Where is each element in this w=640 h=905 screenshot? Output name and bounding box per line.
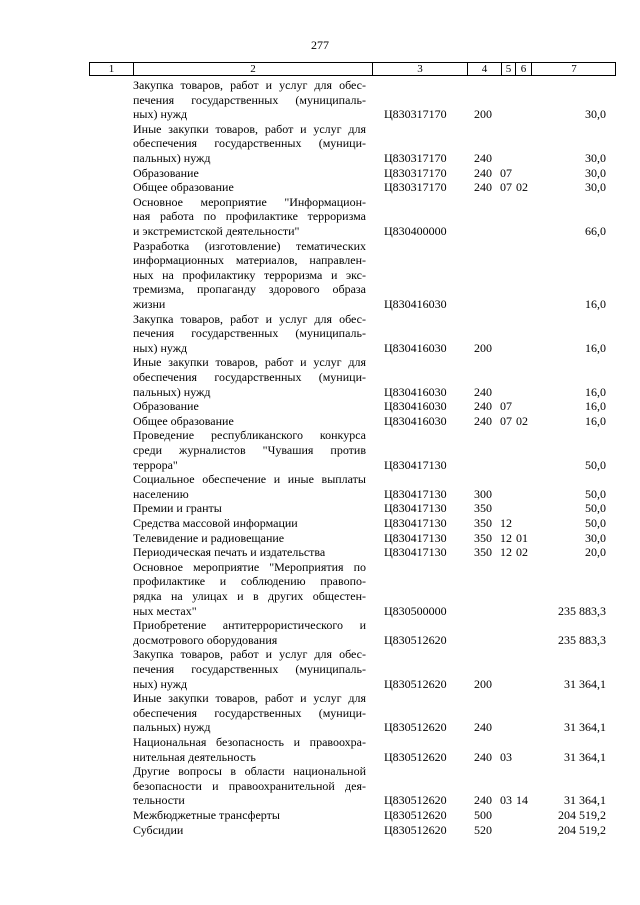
row-description xyxy=(133,399,366,414)
description-line: Разработка (изготовление) тематических xyxy=(133,238,366,253)
description-line: и экстремистской деятельности" xyxy=(133,223,300,238)
row-code: Ц830416030 xyxy=(384,384,447,399)
row-subsection: 14 xyxy=(516,793,528,808)
row-amount: 66,0 xyxy=(585,223,606,238)
row-description xyxy=(133,823,366,838)
description-line: рядка на улицах и в других общестен- xyxy=(133,588,366,603)
row-description xyxy=(133,618,366,647)
row-amount: 16,0 xyxy=(585,399,606,414)
row-amount: 31 364,1 xyxy=(564,793,606,808)
row-description xyxy=(133,647,366,691)
description-line: профилактике и соблюдению правопо- xyxy=(133,574,366,589)
description-line: Премии и гранты xyxy=(133,501,222,516)
row-description xyxy=(133,531,366,546)
row-amount: 31 364,1 xyxy=(564,676,606,691)
row-section: 07 xyxy=(500,165,512,180)
description-line: Межбюджетные трансферты xyxy=(133,808,280,822)
description-line: информационных материалов, направлен- xyxy=(133,253,366,268)
row-subsection: 02 xyxy=(516,545,528,560)
description-line: тельности xyxy=(133,793,185,808)
description-line: безопасности и правоохранительной дея- xyxy=(133,778,366,793)
row-expense-type: 350 xyxy=(474,530,492,545)
header-col-1: 1 xyxy=(108,63,115,75)
description-line: ных) нужд xyxy=(133,676,188,691)
row-code: Ц830512620 xyxy=(384,720,447,735)
row-description xyxy=(133,560,366,618)
row-section: 12 xyxy=(500,530,512,545)
row-amount: 31 364,1 xyxy=(564,720,606,735)
row-description xyxy=(133,472,366,501)
description-line: Другие вопросы в области национальной xyxy=(133,764,366,779)
row-expense-type: 240 xyxy=(474,384,492,399)
description-line: среди журналистов "Чувашия против xyxy=(133,442,366,457)
row-amount: 30,0 xyxy=(585,165,606,180)
row-code: Ц830317170 xyxy=(384,165,447,180)
row-expense-type: 300 xyxy=(474,486,492,501)
row-amount: 50,0 xyxy=(585,516,606,530)
description-line: Закупка товаров, работ и услуг для обес- xyxy=(133,311,366,326)
row-amount: 16,0 xyxy=(585,296,606,311)
row-description xyxy=(133,122,366,166)
row-code: Ц830512620 xyxy=(384,793,447,808)
row-code: Ц830416030 xyxy=(384,340,447,355)
row-amount: 16,0 xyxy=(585,340,606,355)
row-description xyxy=(133,545,366,560)
row-expense-type: 500 xyxy=(474,808,492,822)
row-description xyxy=(133,808,366,823)
description-line: Периодическая печать и издательства xyxy=(133,545,326,560)
description-line: Приобретение антитеррористического и xyxy=(133,618,366,633)
row-amount: 235 883,3 xyxy=(558,603,606,618)
description-line: ных местах" xyxy=(133,603,197,618)
row-code: Ц830500000 xyxy=(384,603,447,618)
row-code: Ц830512620 xyxy=(384,749,447,764)
header-col-3: 3 xyxy=(372,63,467,75)
row-expense-type: 240 xyxy=(474,165,492,180)
description-line: Образование xyxy=(133,399,199,414)
row-code: Ц830512620 xyxy=(384,676,447,691)
description-line: нительная деятельность xyxy=(133,749,256,764)
description-line: Иные закупки товаров, работ и услуг для xyxy=(133,355,366,370)
header-col-7: 7 xyxy=(531,63,616,75)
row-description xyxy=(133,414,366,429)
row-description xyxy=(133,355,366,399)
row-section: 12 xyxy=(500,545,512,560)
description-line: Социальное обеспечение и иные выплаты xyxy=(133,472,366,487)
description-line: террора" xyxy=(133,457,178,472)
row-code: Ц830416030 xyxy=(384,413,447,428)
description-line: Закупка товаров, работ и услуг для обес- xyxy=(133,78,366,92)
row-section: 07 xyxy=(500,413,512,428)
row-expense-type: 200 xyxy=(474,107,492,122)
row-description xyxy=(133,180,366,195)
row-section: 07 xyxy=(500,180,512,195)
row-amount: 235 883,3 xyxy=(558,632,606,647)
row-description xyxy=(133,516,366,531)
row-expense-type: 200 xyxy=(474,676,492,691)
row-amount: 30,0 xyxy=(585,530,606,545)
row-code: Ц830416030 xyxy=(384,296,447,311)
description-line: досмотрового оборудования xyxy=(133,632,278,647)
header-col-2: 2 xyxy=(133,63,372,75)
row-amount: 204 519,2 xyxy=(558,822,606,837)
row-expense-type: 240 xyxy=(474,720,492,735)
row-amount: 50,0 xyxy=(585,486,606,501)
row-expense-type: 240 xyxy=(474,150,492,165)
row-code: Ц830317170 xyxy=(384,150,447,165)
row-description xyxy=(133,764,366,808)
row-code: Ц830417130 xyxy=(384,501,447,516)
row-code: Ц830416030 xyxy=(384,399,447,414)
row-amount: 30,0 xyxy=(585,107,606,122)
description-line: печения государственных (муниципаль- xyxy=(133,661,366,676)
row-expense-type: 240 xyxy=(474,399,492,414)
row-amount: 16,0 xyxy=(585,413,606,428)
description-line: Образование xyxy=(133,165,199,180)
description-line: Средства массовой информации xyxy=(133,516,298,530)
row-expense-type: 200 xyxy=(474,340,492,355)
description-line: Основное мероприятие "Мероприятия по xyxy=(133,559,366,574)
row-description xyxy=(133,691,366,735)
row-description xyxy=(133,428,366,472)
row-code: Ц830317170 xyxy=(384,107,447,122)
row-code: Ц830417130 xyxy=(384,516,447,530)
description-line: пальных) нужд xyxy=(133,150,211,165)
row-code: Ц830512620 xyxy=(384,632,447,647)
row-amount: 16,0 xyxy=(585,384,606,399)
description-line: печения государственных (муниципаль- xyxy=(133,92,366,107)
row-amount: 20,0 xyxy=(585,545,606,560)
table-header xyxy=(89,62,616,76)
header-col-4: 4 xyxy=(467,63,501,75)
row-code: Ц830417130 xyxy=(384,530,447,545)
description-line: тремизма, пропаганду здорового образа xyxy=(133,282,366,297)
description-line: Основное мероприятие "Информацион- xyxy=(133,194,366,209)
row-amount: 50,0 xyxy=(585,457,606,472)
row-description xyxy=(133,735,366,764)
row-amount: 31 364,1 xyxy=(564,749,606,764)
row-amount: 50,0 xyxy=(585,501,606,516)
row-description xyxy=(133,501,366,516)
description-line: Общее образование xyxy=(133,413,234,428)
row-section: 07 xyxy=(500,399,512,414)
page-number: 277 xyxy=(311,38,329,52)
header-col-5: 5 xyxy=(501,63,515,75)
description-line: пальных) нужд xyxy=(133,720,211,735)
description-line: населению xyxy=(133,486,189,501)
description-line: ных) нужд xyxy=(133,107,188,122)
row-description xyxy=(133,239,366,312)
row-expense-type: 240 xyxy=(474,180,492,195)
row-expense-type: 350 xyxy=(474,501,492,516)
row-description xyxy=(133,312,366,356)
row-expense-type: 240 xyxy=(474,793,492,808)
description-line: Телевидение и радиовещание xyxy=(133,530,285,545)
row-description xyxy=(133,78,366,122)
row-expense-type: 240 xyxy=(474,749,492,764)
description-line: Иные закупки товаров, работ и услуг для xyxy=(133,691,366,706)
row-code: Ц830512620 xyxy=(384,822,447,837)
row-section: 03 xyxy=(500,749,512,764)
row-description xyxy=(133,195,366,239)
row-code: Ц830317170 xyxy=(384,180,447,195)
description-line: обеспечения государственных (муници- xyxy=(133,136,366,151)
description-line: печения государственных (муниципаль- xyxy=(133,326,366,341)
description-line: ная работа по профилактике терроризма xyxy=(133,209,366,224)
row-description xyxy=(133,166,366,181)
description-line: Иные закупки товаров, работ и услуг для xyxy=(133,121,366,136)
row-amount: 30,0 xyxy=(585,180,606,195)
row-code: Ц830417130 xyxy=(384,545,447,560)
description-line: Субсидии xyxy=(133,822,184,837)
description-line: ных на профилактику терроризма и экс- xyxy=(133,267,366,282)
description-line: ных) нужд xyxy=(133,340,188,355)
description-line: Проведение республиканского конкурса xyxy=(133,428,366,443)
row-code: Ц830512620 xyxy=(384,808,447,822)
row-subsection: 02 xyxy=(516,413,528,428)
header-col-6: 6 xyxy=(515,63,531,75)
description-line: жизни xyxy=(133,296,166,311)
description-line: Общее образование xyxy=(133,180,234,195)
description-line: обеспечения государственных (муници- xyxy=(133,369,366,384)
row-amount: 30,0 xyxy=(585,150,606,165)
row-section: 03 xyxy=(500,793,512,808)
row-code: Ц830417130 xyxy=(384,486,447,501)
description-line: обеспечения государственных (муници- xyxy=(133,705,366,720)
row-code: Ц830400000 xyxy=(384,223,447,238)
description-line: Закупка товаров, работ и услуг для обес- xyxy=(133,647,366,662)
description-line: Национальная безопасность и правоохра- xyxy=(133,735,366,749)
description-line: пальных) нужд xyxy=(133,384,211,399)
row-subsection: 01 xyxy=(516,530,528,545)
row-expense-type: 240 xyxy=(474,413,492,428)
row-subsection: 02 xyxy=(516,180,528,195)
row-code: Ц830417130 xyxy=(384,457,447,472)
row-expense-type: 350 xyxy=(474,545,492,560)
row-expense-type: 350 xyxy=(474,516,492,530)
row-expense-type: 520 xyxy=(474,822,492,837)
row-amount: 204 519,2 xyxy=(558,808,606,822)
row-section: 12 xyxy=(500,516,512,530)
